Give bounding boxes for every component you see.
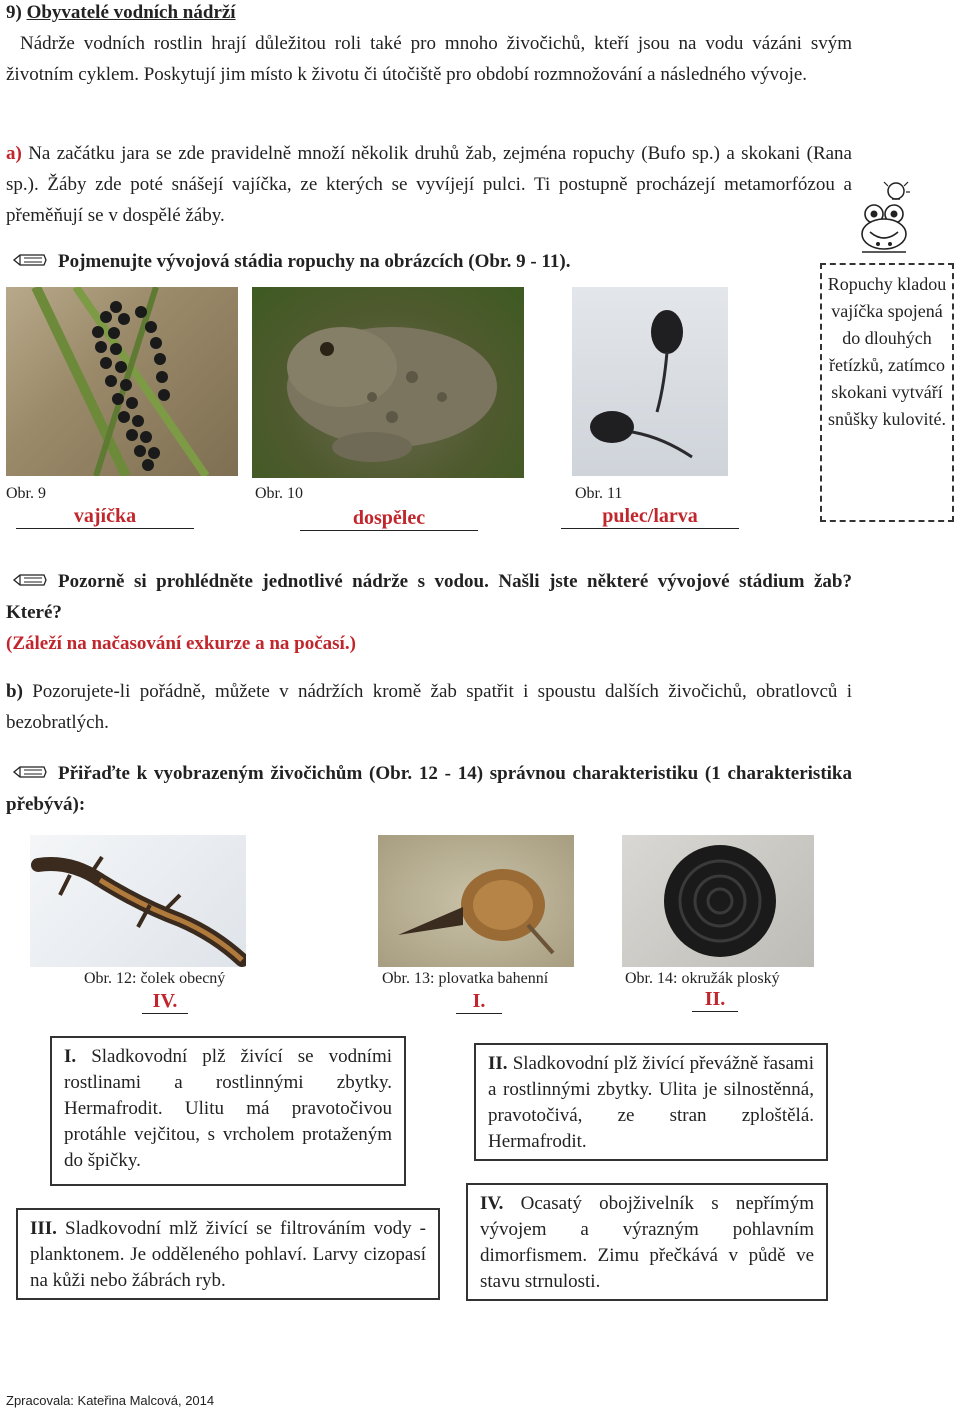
ramshorn-snail-illustration	[622, 835, 814, 967]
tip-text: Ropuchy kladou vajíčka spojená do dlouhých řetízků, zatímco skokani vytváří snůšky kulovité.	[827, 274, 947, 429]
part-a-text: Na začátku jara se zde pravidelně množí několik druhů žab, zejména ropuchy (Bufo sp.) a skokani (Rana sp.). Žáby zde poté snášejí vajíčka, ze kterých se vyvíjejí pulci. Ti postupně procházejí metamorfózou a přeměňují se v dospělé žáby.	[6, 143, 852, 226]
figure-14-answer: II.	[692, 988, 738, 1012]
tip-box	[820, 263, 954, 522]
task-3-text: Přiřaďte k vyobrazeným živočichům (Obr. 12 - 14) správnou charakteristiku (1 charakteristika přebývá):	[6, 763, 852, 815]
task-2-question: Pozorně si prohlédněte jednotlivé nádrže s vodou. Našli jste některé vývojové stádium žab? Které?	[6, 571, 852, 623]
footer-author: Zpracovala: Kateřina Malcová, 2014	[6, 1393, 215, 1408]
pencil-icon	[12, 251, 48, 269]
pencil-icon	[12, 763, 48, 781]
task-2	[6, 566, 852, 628]
toad-eggs-illustration	[6, 287, 238, 476]
characteristic-4-text: Ocasatý obojživelník s nepřímým vývojem a výrazným pohlavním dimorfismem. Zimu přečkává v půdě ve stavu strnulosti.	[480, 1193, 814, 1292]
intro-paragraph: Nádrže vodních rostlin hrají důležitou roli také pro mnoho živočichů, kteří jsou na vodu vázáni svým životním cyklem. Poskytují jim místo k životu či útočiště pro období rozmnožování a následného vývoje.	[6, 33, 852, 85]
figure-11-caption: Obr. 11	[575, 485, 623, 502]
section-heading	[6, 0, 236, 26]
figure-14-caption: Obr. 14: okružák ploský	[625, 970, 780, 987]
characteristic-3-box	[16, 1208, 440, 1300]
figure-13-caption: Obr. 13: plovatka bahenní	[382, 970, 549, 987]
figure-9-caption: Obr. 9	[6, 485, 46, 502]
tadpoles-illustration	[572, 287, 728, 476]
characteristic-3-number: III.	[30, 1218, 57, 1239]
figure-11-answer: pulec/larva	[561, 505, 739, 529]
section-title: Obyvatelé vodních nádrží	[26, 2, 236, 23]
task-1-text: Pojmenujte vývojová stádia ropuchy na obrázcích (Obr. 9 - 11).	[58, 251, 571, 272]
characteristic-2-number: II.	[488, 1053, 508, 1074]
figure-10-caption: Obr. 10	[255, 485, 303, 502]
figure-10-answer: dospělec	[300, 507, 478, 531]
toad-illustration	[252, 287, 524, 478]
task-1	[6, 246, 852, 277]
part-a-letter: a)	[6, 143, 22, 164]
characteristic-1-box	[50, 1036, 406, 1186]
characteristic-1-text: Sladkovodní plž živící se vodními rostlinami a rostlinnými zbytky. Hermafrodit. Ulitu má pravotočivou protáhle vejčitou, s vrcholem protaženým do špičky.	[64, 1046, 392, 1171]
toad-eggs-photo	[6, 287, 238, 476]
characteristic-3-text: Sladkovodní mlž živící se filtrováním vody - planktonem. Je odděleného pohlaví. Larvy cizopasí na kůži nebo žábrách ryb.	[30, 1218, 426, 1291]
part-b-paragraph	[6, 676, 852, 738]
toad-photo	[252, 287, 524, 478]
pond-snail-photo	[378, 835, 574, 967]
characteristic-1-number: I.	[64, 1046, 77, 1067]
pond-snail-illustration	[378, 835, 574, 967]
section-number: 9)	[6, 2, 22, 23]
characteristic-2-box	[474, 1043, 828, 1161]
characteristic-4-number: IV.	[480, 1193, 504, 1214]
frog-lightbulb-icon	[856, 178, 914, 256]
part-b-text: Pozorujete-li pořádně, můžete v nádržích kromě žab spatřit i spoustu dalších živočichů, obratlovců i bezobratlých.	[6, 681, 852, 733]
part-b-letter: b)	[6, 681, 23, 702]
ramshorn-snail-photo	[622, 835, 814, 967]
pencil-icon	[12, 571, 48, 589]
figure-12-caption: Obr. 12: čolek obecný	[84, 970, 226, 987]
part-a-paragraph	[6, 138, 852, 231]
characteristic-2-text: Sladkovodní plž živící převážně řasami a rostlinnými zbytky. Ulita je silnostěnná, pravotočivá, ze stran zploštělá. Hermafrodit.	[488, 1053, 814, 1152]
figure-9-answer: vajíčka	[16, 505, 194, 529]
newt-illustration	[30, 835, 246, 967]
tadpoles-photo	[572, 287, 728, 476]
newt-photo	[30, 835, 246, 967]
characteristic-4-box	[466, 1183, 828, 1301]
figure-12-answer: IV.	[142, 990, 188, 1014]
task-3	[6, 758, 852, 820]
task-2-answer: (Záleží na načasování exkurze a na počasí.)	[6, 633, 356, 654]
figure-13-answer: I.	[456, 990, 502, 1014]
